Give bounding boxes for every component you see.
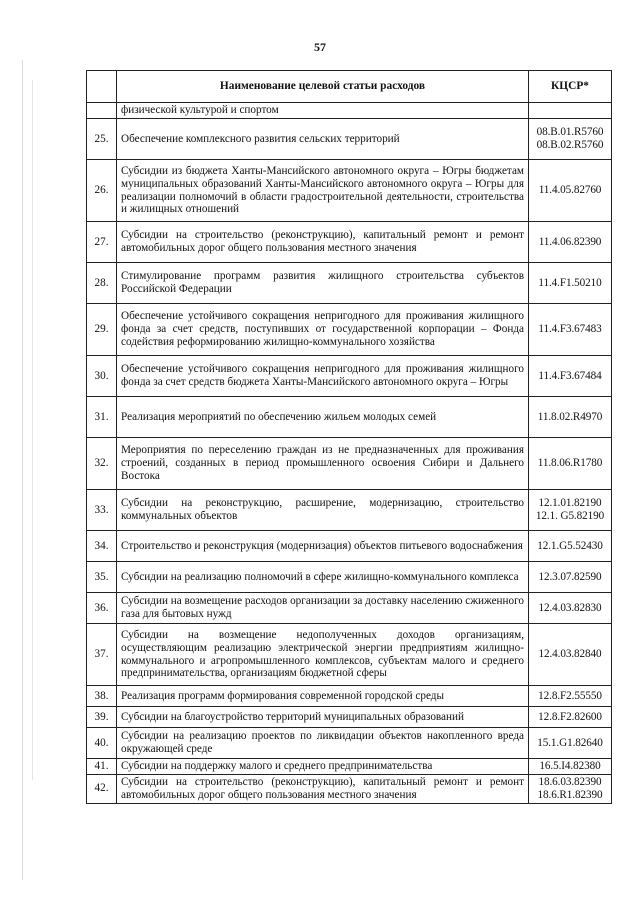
expense-item-name: Обеспечение комплексного развития сельских территорий <box>117 119 529 160</box>
table-row <box>87 686 612 707</box>
kcsr-code: 11.4.F3.67483 <box>538 323 602 336</box>
expense-item-name: Субсидии на реализацию полномочий в сфере жилищно-коммунального комплекса <box>117 562 529 593</box>
kcsr-code-cell <box>529 707 612 728</box>
table-row <box>87 263 612 304</box>
row-number: 33. <box>87 490 117 531</box>
kcsr-code: 11.8.06.R1780 <box>537 457 603 470</box>
expense-item-name: Субсидии на реализацию проектов по ликвидации объектов накопленного вреда окружающей среде <box>117 728 529 759</box>
kcsr-code: 12.8.F2.55550 <box>538 689 602 702</box>
kcsr-code: 12.1.G5.52430 <box>537 539 603 552</box>
table-row <box>87 119 612 160</box>
row-number: 30. <box>87 356 117 397</box>
row-number: 32. <box>87 438 117 490</box>
table-row <box>87 438 612 490</box>
expense-item-name: Реализация программ формирования современной городской среды <box>117 686 529 707</box>
row-number: 28. <box>87 263 117 304</box>
kcsr-code: 08.В.02.R5760 <box>536 139 604 151</box>
expense-item-name: Субсидии на строительство (реконструкцию), капитальный ремонт и ремонт автомобильных дорог общего пользования местного значения <box>117 222 529 263</box>
kcsr-code-cell <box>529 774 612 803</box>
kcsr-code: 12.3.07.82590 <box>538 570 602 583</box>
kcsr-code-cell <box>529 222 612 263</box>
row-number: 42. <box>87 774 117 803</box>
kcsr-code: 08.В.01.R5760 <box>536 126 604 139</box>
expense-item-name: Обеспечение устойчивого сокращения непригодного для проживания жилищного фонда за счет средств, поступивших от государственной корпорации – Фонда содействия реформированию жилищно-коммунального хозяйства <box>117 304 529 356</box>
kcsr-code-cell <box>529 119 612 160</box>
expense-item-name: Субсидии на строительство (реконструкцию), капитальный ремонт и ремонт автомобильных дорог общего пользования местного значения <box>117 774 529 803</box>
kcsr-code: 11.4.05.82760 <box>538 184 602 197</box>
kcsr-code-cell <box>529 356 612 397</box>
table-row <box>87 707 612 728</box>
kcsr-code: 16.5.I4.82380 <box>539 760 601 772</box>
expense-item-name: физической культурой и спортом <box>117 103 529 119</box>
kcsr-code: 12.1. G5.82190 <box>535 510 605 522</box>
expense-item-name: Мероприятия по переселению граждан из не предназначенных для проживания строений, созданных в период промышленного освоения Сибири и Дальнего Востока <box>117 438 529 490</box>
kcsr-code: 11.4.F1.50210 <box>538 276 602 289</box>
expense-item-name: Субсидии на возмещение недополученных доходов организациям, осуществляющим реализацию электрической энергии предприятиям жилищно-коммунального и агропромышленного комплексов, субъектам малого и среднего предпринимательства, организациям бюджетной сферы <box>117 624 529 686</box>
kcsr-code-cell <box>529 686 612 707</box>
row-number: 36. <box>87 593 117 624</box>
expense-item-name: Субсидии на благоустройство территорий муниципальных образований <box>117 707 529 728</box>
row-number: 37. <box>87 624 117 686</box>
header-code: КЦСР* <box>529 71 612 103</box>
row-number: 34. <box>87 531 117 562</box>
row-number: 35. <box>87 562 117 593</box>
budget-codes-table <box>86 70 612 804</box>
kcsr-code-cell <box>529 160 612 222</box>
scan-artifact-left <box>22 60 23 880</box>
table-row <box>87 160 612 222</box>
kcsr-code-cell <box>529 624 612 686</box>
table-row <box>87 562 612 593</box>
kcsr-code-cell <box>529 728 612 759</box>
kcsr-code: 18.6.R1.82390 <box>537 788 603 801</box>
row-number: 26. <box>87 160 117 222</box>
kcsr-code-cell <box>529 490 612 531</box>
row-number: 31. <box>87 397 117 438</box>
expense-item-name: Субсидии из бюджета Ханты-Мансийского автономного округа – Югры бюджетам муниципальных образований Ханты-Мансийского автономного округа – Югры для реализации полномочий в области градостроительной деятельности, строительства и жилищных отношений <box>117 160 529 222</box>
expense-item-name: Субсидии на поддержку малого и среднего предпринимательства <box>117 759 529 775</box>
expense-item-name: Реализация мероприятий по обеспечению жильем молодых семей <box>117 397 529 438</box>
table-row <box>87 728 612 759</box>
expense-item-name: Строительство и реконструкция (модернизация) объектов питьевого водоснабжения <box>117 531 529 562</box>
row-number: 29. <box>87 304 117 356</box>
kcsr-code: 11.8.02.R4970 <box>537 410 603 423</box>
table-row <box>87 531 612 562</box>
kcsr-code: 11.4.06.82390 <box>538 235 602 248</box>
scan-artifact-left-2 <box>32 80 33 780</box>
table-row <box>87 774 612 803</box>
expense-item-name: Субсидии на реконструкцию, расширение, модернизацию, строительство коммунальных объектов <box>117 490 529 531</box>
table-row <box>87 759 612 775</box>
kcsr-code-cell <box>529 397 612 438</box>
kcsr-code: 12.1.01.82190 <box>538 497 602 510</box>
row-number <box>87 103 117 119</box>
header-number <box>87 71 117 103</box>
header-name: Наименование целевой статьи расходов <box>117 71 529 103</box>
expense-item-name: Субсидии на возмещение расходов организации за доставку населению сжиженного газа для бытовых нужд <box>117 593 529 624</box>
kcsr-code-cell <box>529 263 612 304</box>
kcsr-code-cell <box>529 593 612 624</box>
kcsr-code: 12.4.03.82840 <box>538 648 602 661</box>
row-number: 27. <box>87 222 117 263</box>
kcsr-code: 12.4.03.82830 <box>538 601 602 614</box>
table-row <box>87 304 612 356</box>
table-row <box>87 356 612 397</box>
kcsr-code: 11.4.F3.67484 <box>538 369 602 382</box>
table-row <box>87 490 612 531</box>
kcsr-code-cell <box>529 759 612 775</box>
kcsr-code: 15.1.G1.82640 <box>537 736 603 749</box>
kcsr-code-cell <box>529 531 612 562</box>
expense-item-name: Стимулирование программ развития жилищного строительства субъектов Российской Федерации <box>117 263 529 304</box>
kcsr-code: 18.6.03.82390 <box>538 775 602 788</box>
row-number: 39. <box>87 707 117 728</box>
kcsr-code-cell <box>529 562 612 593</box>
kcsr-code-cell <box>529 304 612 356</box>
table-row <box>87 103 612 119</box>
page-number: 57 <box>314 40 326 54</box>
table-header-row <box>87 71 612 103</box>
row-number: 25. <box>87 119 117 160</box>
kcsr-code-cell <box>529 438 612 490</box>
row-number: 40. <box>87 728 117 759</box>
expense-item-name: Обеспечение устойчивого сокращения непригодного для проживания жилищного фонда за счет средств бюджета Ханты-Мансийского автономного округа – Югры <box>117 356 529 397</box>
kcsr-code-cell <box>529 103 612 119</box>
kcsr-code: 12.8.F2.82600 <box>538 710 602 723</box>
table-row <box>87 593 612 624</box>
table-row <box>87 624 612 686</box>
row-number: 38. <box>87 686 117 707</box>
row-number: 41. <box>87 759 117 775</box>
table-row <box>87 222 612 263</box>
table-row <box>87 397 612 438</box>
